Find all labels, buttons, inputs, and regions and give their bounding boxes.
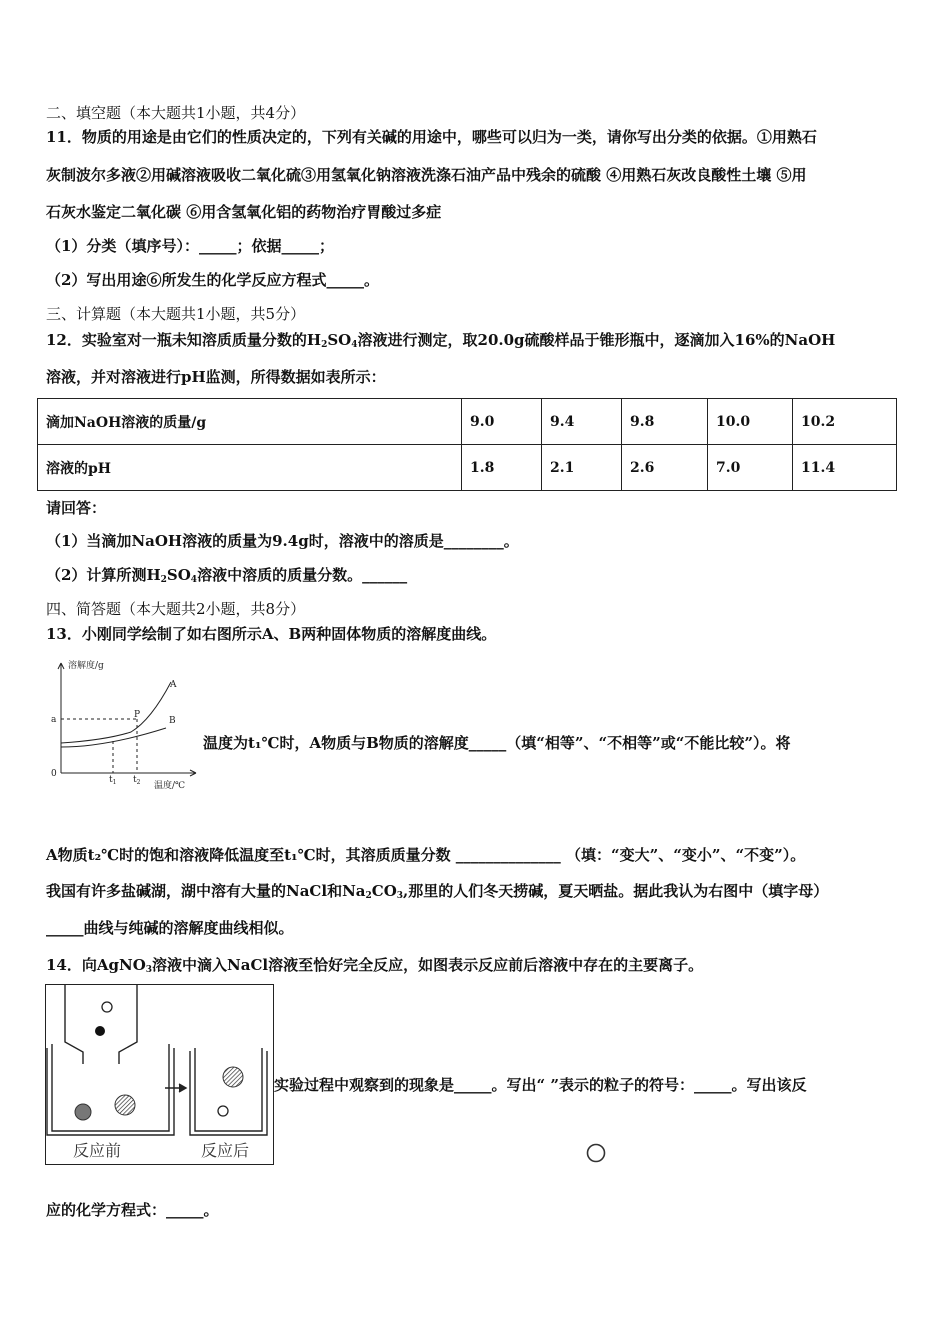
after-label: 反应后 <box>201 1141 250 1160</box>
point-p-label: P <box>134 710 141 720</box>
q14-line1: 14．向AgNO$_3$溶液中滴入NaCl溶液至恰好完全反应，如图表示反应前后溶液中存在的主要离子。 <box>46 956 704 975</box>
reaction-figure <box>45 984 274 1165</box>
ion-black-icon <box>95 1026 105 1036</box>
table-cell: 2.6 <box>622 445 708 491</box>
ion-white-icon <box>218 1106 228 1116</box>
q12-line1: 12．实验室对一瓶未知溶质质量分数的$H_2SO_4$溶液进行测定，取20.0g硫酸样品于锥形瓶中，逐滴加入16%的NaOH <box>46 331 836 350</box>
solubility-curve-figure <box>46 655 206 793</box>
curve-b-label: B <box>169 716 176 726</box>
table-cell: 10.2 <box>793 399 897 445</box>
table-cell: 10.0 <box>708 399 793 445</box>
ion-hatched-icon <box>223 1067 243 1087</box>
y-axis-label: 溶解度/g <box>68 661 104 671</box>
t1-label: $t_1$ <box>109 775 117 786</box>
q11-line1: 11．物质的用途是由它们的性质决定的，下列有关碱的用途中，哪些可以归为一类，请你写出分类的依据。①用熟石 <box>46 128 817 146</box>
curve-a <box>61 682 171 743</box>
table-cell: 9.4 <box>542 399 622 445</box>
q11-part1: （1）分类（填序号）：_____；依据_____； <box>46 237 334 255</box>
before-label: 反应前 <box>73 1141 122 1160</box>
ion-gray-icon <box>75 1104 91 1120</box>
table-row <box>38 399 897 445</box>
curve-a-label: A <box>170 680 177 690</box>
table-cell: 11.4 <box>793 445 897 491</box>
table-cell: 9.0 <box>462 399 542 445</box>
q14-line-end: 应的化学方程式：_____。 <box>46 1201 219 1219</box>
ion-hatched-icon <box>115 1095 135 1115</box>
tick-label-a: a <box>51 715 57 725</box>
table-cell: 滴加NaOH溶液的质量/g <box>38 399 462 445</box>
q13-line4: _____曲线与纯碱的溶解度曲线相似。 <box>46 919 294 937</box>
q13-line1: 13．小刚同学绘制了如右图所示A、B两种固体物质的溶解度曲线。 <box>46 625 497 643</box>
q11-part2: （2）写出用途⑥所发生的化学反应方程式_____。 <box>46 271 379 289</box>
q12-part1: （1）当滴加NaOH溶液的质量为9.4g时，溶液中的溶质是________。 <box>46 532 519 550</box>
q13-line3: 我国有许多盐碱湖，湖中溶有大量的NaCl和$Na_2CO_3$,那里的人们冬天捞碱，夏天晒盐。据此我认为右图中（填字母） <box>46 882 829 901</box>
q12-line2: 溶液，并对溶液进行pH监测，所得数据如表所示： <box>46 368 386 386</box>
q11-line2: 灰制波尔多液②用碱溶液吸收二氧化硫③用氢氧化钠溶液洗涤石油产品中残余的硫酸 ④用熟石灰改良酸性土壤 ⑤用 <box>46 166 807 184</box>
section2-heading: 二、填空题（本大题共1小题，共4分） <box>46 104 306 122</box>
open-circle-icon <box>585 1142 607 1164</box>
origin-label: 0 <box>51 769 57 779</box>
q12-ask: 请回答： <box>46 499 107 517</box>
table-cell: 溶液的pH <box>38 445 462 491</box>
x-axis-label: 温度/℃ <box>154 781 186 791</box>
section4-heading: 四、简答题（本大题共2小题，共8分） <box>46 600 306 618</box>
q14-side-text: 实验过程中观察到的现象是_____。写出“ ”表示的粒子的符号：_____。写出该反 <box>274 1076 807 1094</box>
q11-line3: 石灰水鉴定二氧化碳 ⑥用含氢氧化铝的药物治疗胃酸过多症 <box>46 203 442 221</box>
ph-table <box>37 398 897 491</box>
q13-line2: A物质t₂℃时的饱和溶液降低温度至t₁℃时，其溶质质量分数 ______________ （填：“变大”、“变小”、“不变”）。 <box>46 846 806 864</box>
curve-b <box>61 728 166 747</box>
t2-label: $t_2$ <box>133 775 141 786</box>
table-cell: 9.8 <box>622 399 708 445</box>
ion-white-icon <box>102 1002 112 1012</box>
table-row <box>38 445 897 491</box>
section3-heading: 三、计算题（本大题共1小题，共5分） <box>46 305 306 323</box>
q12-part2: （2）计算所测$H_2SO_4$溶液中溶质的质量分数。______ <box>46 566 408 585</box>
table-cell: 2.1 <box>542 445 622 491</box>
table-cell: 7.0 <box>708 445 793 491</box>
table-cell: 1.8 <box>462 445 542 491</box>
q13-side-text: 温度为t₁℃时，A物质与B物质的溶解度_____（填“相等”、“不相等”或“不能比较”）。将 <box>203 734 791 752</box>
